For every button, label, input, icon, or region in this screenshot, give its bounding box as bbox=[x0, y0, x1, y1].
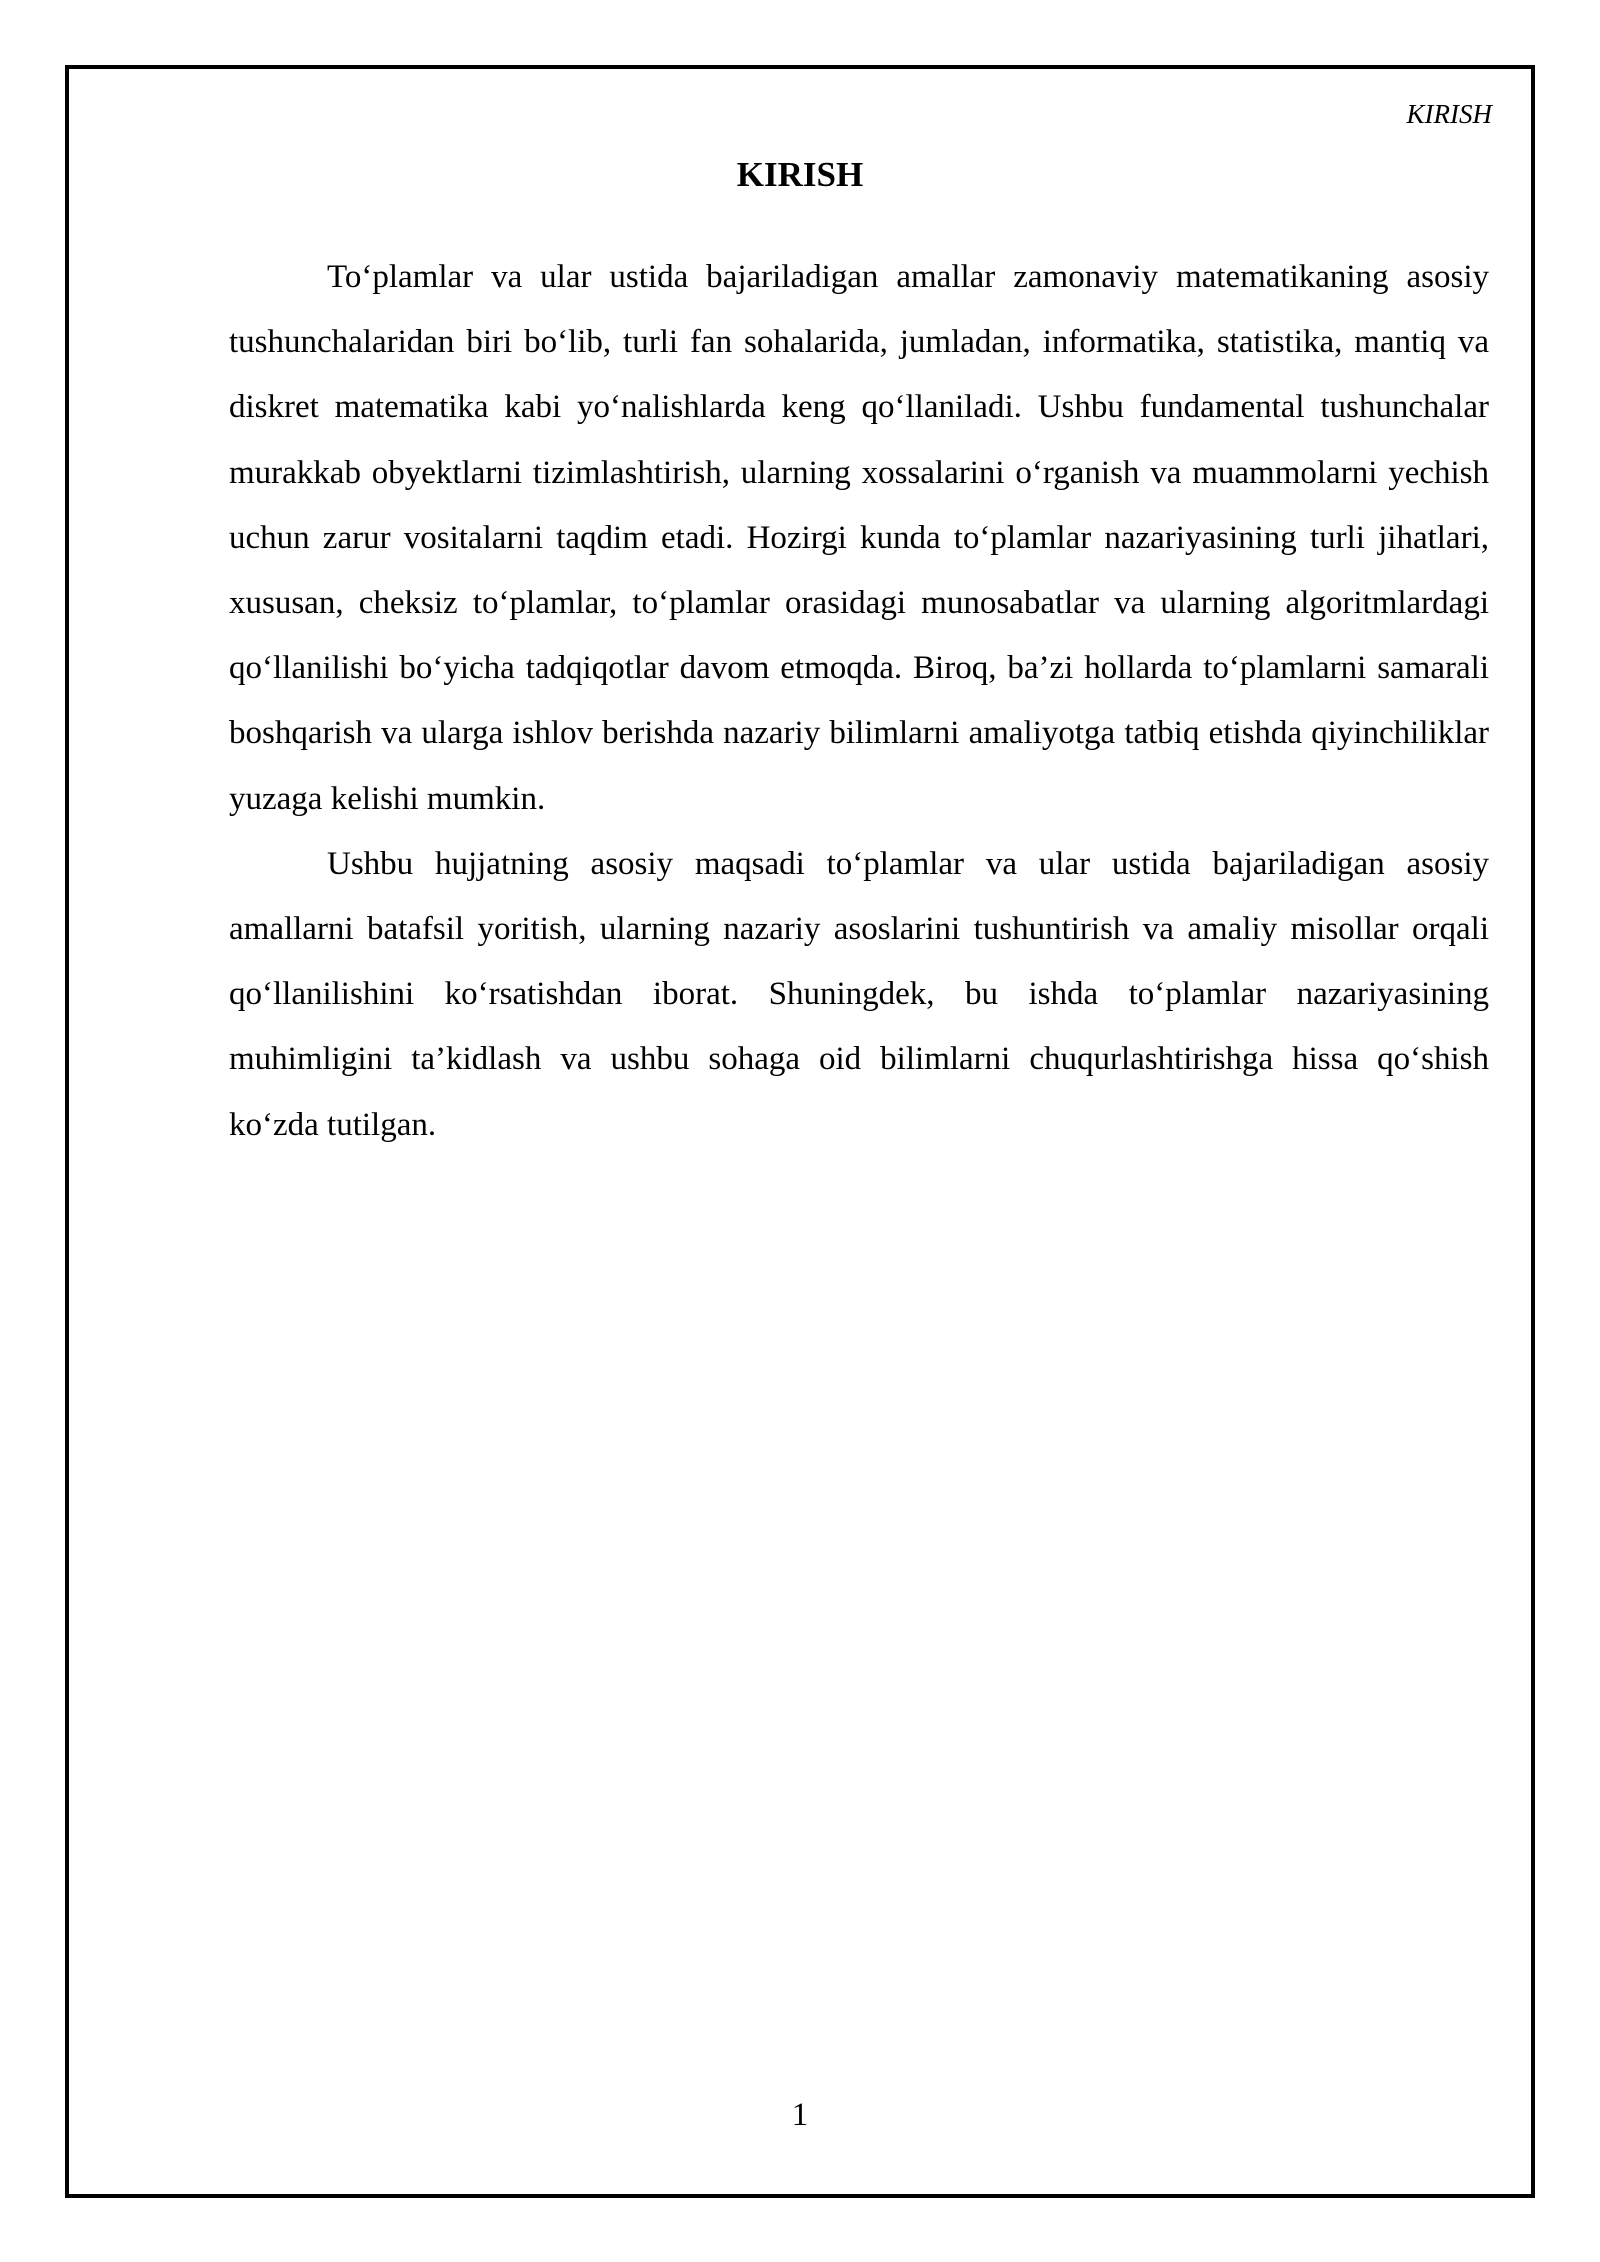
page-number: 1 bbox=[791, 2097, 809, 2133]
body-text bbox=[229, 245, 1489, 1158]
running-header: KIRISH bbox=[1406, 99, 1492, 129]
paragraph-2: Ushbu hujjatning asosiy maqsadi to‘plamlar va ular ustida bajariladigan asosiy amallarni batafsil yoritish, ularning nazariy asoslarini tushuntirish va amaliy misollar orqali qo‘llanilishini ko‘rsatishdan iborat. Shuningdek, bu ishda to‘plamlar nazariyasining muhimligini ta’kidlash va ushbu sohaga oid bilimlarni chuqurlashtirishga hissa qo‘shish ko‘zda tutilgan. bbox=[229, 845, 1489, 1143]
paragraph-1: To‘plamlar va ular ustida bajariladigan amallar zamonaviy matematikaning asosiy tushunchalaridan biri bo‘lib, turli fan sohalarida, jumladan, informatika, statistika, mantiq va diskret matematika kabi yo‘nalishlarda keng qo‘llaniladi. Ushbu fundamental tushunchalar murakkab obyektlarni tizimlashtirish, ularning xossalarini o‘rganish va muammolarni yechish uchun zarur vositalarni taqdim etadi. Hozirgi kunda to‘plamlar nazariyasining turli jihatlari, xususan, cheksiz to‘plamlar, to‘plamlar orasidagi munosabatlar va ularning algoritmlardagi qo‘llanilishi bo‘yicha tadqiqotlar davom etmoqda. Biroq, ba’zi hollarda to‘plamlarni samarali boshqarish va ularga ishlov berishda nazariy bilimlarni amaliyotga tatbiq etishda qiyinchiliklar yuzaga kelishi mumkin. bbox=[229, 259, 1489, 817]
page-title: KIRISH bbox=[736, 155, 864, 194]
